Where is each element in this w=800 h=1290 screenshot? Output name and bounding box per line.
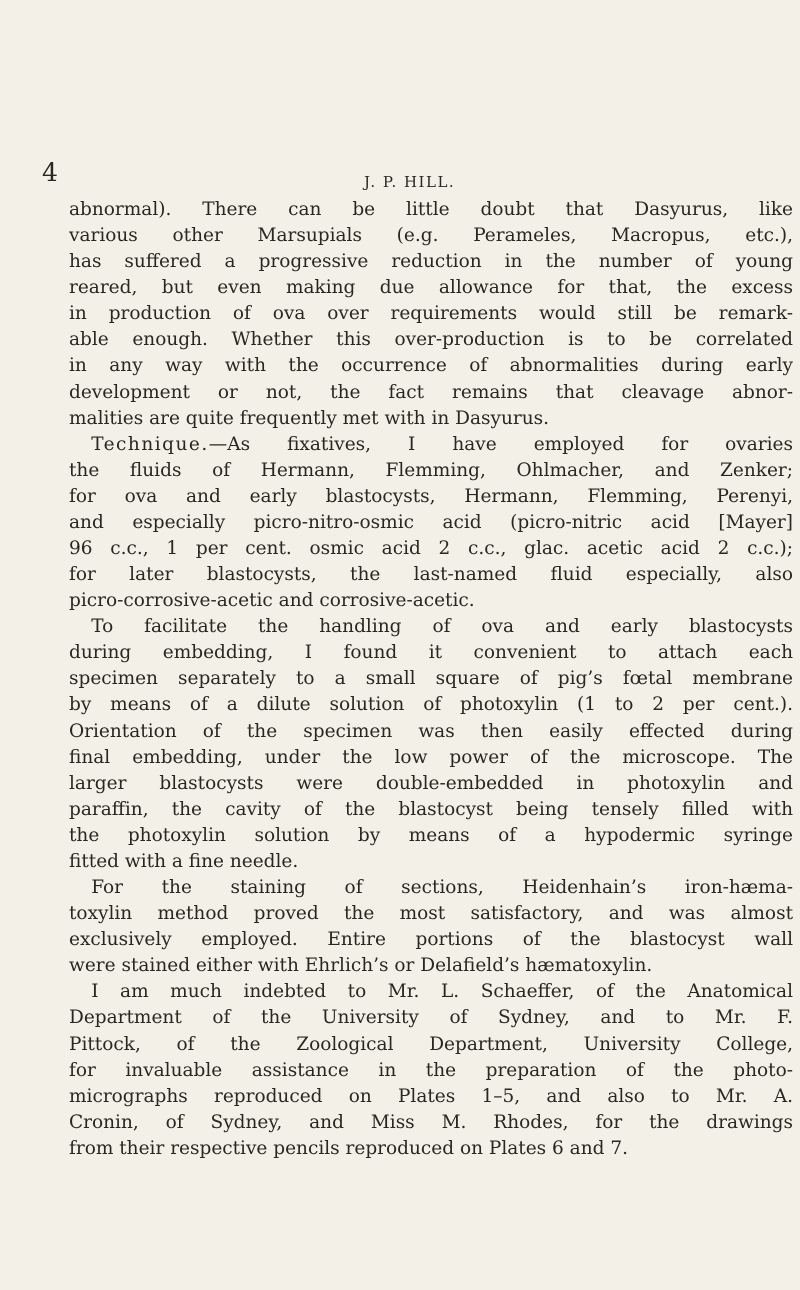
line-text: Department of the University of Sydney, and to Mr. F.	[69, 1007, 793, 1029]
page-number: 4	[42, 158, 58, 187]
line-text: were stained either with Ehrlich’s or Delafield’s hæmatoxylin.	[69, 955, 653, 977]
text-line	[69, 484, 793, 510]
text-line	[69, 1058, 793, 1084]
line-text: by means of a dilute solution of photoxylin (1 to 2 per cent.).	[69, 694, 793, 716]
text-line	[69, 666, 793, 692]
line-text: I am much indebted to Mr. L. Schaeffer, of the Anatomical	[91, 981, 793, 1003]
text-line	[69, 797, 793, 823]
line-text: malities are quite frequently met with in Dasyurus.	[69, 407, 550, 429]
text-line	[69, 1005, 793, 1031]
line-text: Pittock, of the Zoological Department, University College,	[69, 1033, 793, 1055]
text-line	[69, 927, 793, 953]
line-text: —As fixatives, I have employed for ovaries	[208, 433, 793, 455]
line-text: during embedding, I found it convenient to attach each	[69, 642, 793, 664]
text-line	[69, 692, 793, 718]
line-text: 96 c.c., 1 per cent. osmic acid 2 c.c., glac. acetic acid 2 c.c.);	[69, 538, 793, 560]
line-text: exclusively employed. Entire portions of the blastocyst wall	[69, 929, 793, 951]
section-heading: Technique.	[91, 433, 209, 455]
text-line	[69, 953, 793, 979]
line-text: for later blastocysts, the last-named fluid especially, also	[69, 564, 793, 586]
line-text: and especially picro-nitro-osmic acid (picro-nitric acid [Mayer]	[69, 511, 793, 533]
text-line	[69, 823, 793, 849]
line-text: has suffered a progressive reduction in the number of young	[69, 251, 793, 273]
line-text: in production of ova over requirements would still be remark-	[69, 303, 793, 325]
text-line	[69, 432, 793, 458]
text-line	[69, 614, 793, 640]
text-line	[69, 640, 793, 666]
text-line	[69, 1084, 793, 1110]
text-line	[69, 979, 793, 1005]
text-line	[69, 458, 793, 484]
text-line	[69, 536, 793, 562]
line-text: the photoxylin solution by means of a hypodermic syringe	[69, 824, 793, 846]
text-line	[69, 197, 793, 223]
text-line	[69, 588, 793, 614]
text-line	[69, 901, 793, 927]
line-text: To facilitate the handling of ova and early blastocysts	[91, 616, 793, 638]
text-line	[69, 745, 793, 771]
line-text: toxylin method proved the most satisfactory, and was almost	[69, 903, 793, 925]
text-line	[69, 719, 793, 745]
line-text: larger blastocysts were double-embedded in photoxylin and	[69, 772, 793, 794]
text-line	[69, 771, 793, 797]
text-line	[69, 849, 793, 875]
line-text: abnormal). There can be little doubt that Dasyurus, like	[69, 199, 793, 220]
line-text: reared, but even making due allowance for that, the excess	[69, 277, 793, 299]
text-line	[69, 223, 793, 249]
text-line	[69, 353, 793, 379]
body-text	[69, 197, 793, 1162]
text-line	[69, 875, 793, 901]
text-line	[69, 380, 793, 406]
line-text: various other Marsupials (e.g. Perameles, Macropus, etc.),	[69, 225, 793, 247]
line-text: from their respective pencils reproduced on Plates 6 and 7.	[69, 1137, 628, 1159]
line-text: final embedding, under the low power of the microscope. The	[69, 746, 793, 768]
line-text: picro-corrosive-acetic and corrosive-acetic.	[69, 590, 475, 612]
line-text: able enough. Whether this over-production is to be correlated	[69, 329, 793, 351]
text-line	[69, 406, 793, 432]
line-text: in any way with the occurrence of abnormalities during early	[69, 355, 793, 377]
text-line	[69, 1032, 793, 1058]
line-text: the fluids of Hermann, Flemming, Ohlmacher, and Zenker;	[69, 459, 793, 481]
text-line	[69, 327, 793, 353]
line-text: for ova and early blastocysts, Hermann, Flemming, Perenyi,	[69, 485, 793, 507]
running-head: J. P. HILL.	[364, 173, 456, 191]
line-text: Cronin, of Sydney, and Miss M. Rhodes, for the drawings	[69, 1111, 793, 1133]
text-line	[69, 275, 793, 301]
line-text: For the staining of sections, Heidenhain’s iron-hæma-	[91, 877, 793, 899]
text-line	[69, 510, 793, 536]
line-text: micrographs reproduced on Plates 1–5, and also to Mr. A.	[69, 1085, 793, 1107]
line-text: specimen separately to a small square of pig’s fœtal membrane	[69, 668, 793, 690]
text-line	[69, 1136, 793, 1162]
line-text: for invaluable assistance in the preparation of the photo-	[69, 1059, 793, 1081]
line-text: Orientation of the specimen was then easily effected during	[69, 720, 793, 742]
text-line	[69, 562, 793, 588]
line-text: fitted with a fine needle.	[69, 850, 299, 872]
text-line	[69, 1110, 793, 1136]
line-text: development or not, the fact remains that cleavage abnor-	[69, 381, 793, 403]
line-text: paraffin, the cavity of the blastocyst being tensely filled with	[69, 798, 793, 820]
text-line	[69, 301, 793, 327]
text-line	[69, 249, 793, 275]
